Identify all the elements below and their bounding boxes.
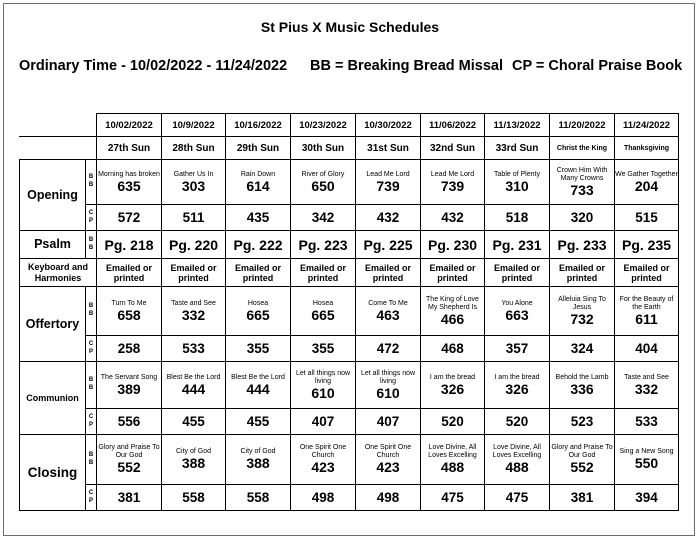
song-title: Hosea xyxy=(247,299,269,307)
song-title: One Spirit One Church xyxy=(364,444,412,459)
bb-code-letter: B xyxy=(88,451,94,458)
song-title: Hosea xyxy=(312,299,334,307)
opening-bb-cell xyxy=(356,160,421,205)
date-cell: 10/30/2022 xyxy=(356,114,421,137)
closing-cp-number: 558 xyxy=(226,485,291,511)
closing-bb-cell xyxy=(162,435,226,485)
communion-bb-cell xyxy=(550,362,615,409)
psalm-page: Pg. 220 xyxy=(162,231,226,259)
hymn-number: 389 xyxy=(117,380,141,397)
hymn-number: 635 xyxy=(117,177,141,194)
communion-cp-number: 533 xyxy=(615,409,679,435)
song-title: Love Divine, All Loves Excelling xyxy=(428,444,477,459)
offertory-bb-cell xyxy=(421,287,485,336)
song-title: River of Glory xyxy=(301,170,345,178)
opening-cp-number: 320 xyxy=(550,205,615,231)
date-cell: 10/02/2022 xyxy=(97,114,162,137)
song-title: Table of Plenty xyxy=(494,170,540,178)
bb-code-letter: B xyxy=(88,385,94,391)
hymn-number: 423 xyxy=(311,459,335,475)
cp-code-letter: C xyxy=(88,340,94,347)
hymn-number: 466 xyxy=(440,310,465,327)
opening-label: Opening xyxy=(20,160,86,231)
offertory-cp-number: 468 xyxy=(421,336,485,362)
keyboard-cell: Emailed or printed xyxy=(356,259,421,287)
communion-cp-number: 455 xyxy=(162,409,226,435)
offertory-bb-cell xyxy=(291,287,356,336)
opening-bb-cell xyxy=(226,160,291,205)
keyboard-cell: Emailed or printed xyxy=(291,259,356,287)
bb-code-letter: B xyxy=(88,182,94,188)
psalm-page: Pg. 223 xyxy=(291,231,356,259)
opening-bb-cell xyxy=(97,160,162,205)
opening-cp-number: 342 xyxy=(291,205,356,231)
keyboard-cell: Emailed or printed xyxy=(421,259,485,287)
hymn-number: 611 xyxy=(635,310,658,327)
communion-bb-cell xyxy=(97,362,162,409)
date-cell: 11/24/2022 xyxy=(615,114,679,137)
offertory-bb-cell xyxy=(550,287,615,336)
keyboard-cell: Emailed or printed xyxy=(615,259,679,287)
offertory-bb-cell xyxy=(485,287,550,336)
opening-cp-number: 511 xyxy=(162,205,226,231)
cp-code xyxy=(86,205,97,231)
date-cell: 11/13/2022 xyxy=(485,114,550,137)
sunday-cell: Thanksgiving xyxy=(615,137,679,160)
closing-bb-cell xyxy=(615,435,679,485)
offertory-label: Offertory xyxy=(20,287,86,362)
keyboard-cell: Emailed or printed xyxy=(162,259,226,287)
bb-code-letter: B xyxy=(88,377,94,384)
song-title: Let all things now living xyxy=(295,369,351,385)
song-title: Crown Him With Many Crowns xyxy=(556,166,608,182)
hymn-number: 552 xyxy=(570,459,594,475)
song-title: Glory and Praise To Our God xyxy=(551,444,613,459)
hymn-number: 732 xyxy=(570,310,594,327)
date-cell: 11/20/2022 xyxy=(550,114,615,137)
bb-code-letter: B xyxy=(88,459,94,466)
keyboard-label: Keyboard and Harmonies xyxy=(20,259,97,287)
cp-code xyxy=(86,409,97,435)
song-title: Blest Be the Lord xyxy=(166,373,221,381)
opening-cp-number: 518 xyxy=(485,205,550,231)
cp-code-letter: C xyxy=(88,413,94,420)
opening-bb-cell xyxy=(485,160,550,205)
song-title: City of God xyxy=(240,448,276,455)
song-title: You Alone xyxy=(501,299,533,307)
keyboard-cell: Emailed or printed xyxy=(550,259,615,287)
hymn-number: 739 xyxy=(376,177,400,194)
closing-bb-cell xyxy=(226,435,291,485)
date-cell: 10/9/2022 xyxy=(162,114,226,137)
hymn-number: 650 xyxy=(311,177,335,194)
date-cell: 10/16/2022 xyxy=(226,114,291,137)
closing-cp-number: 498 xyxy=(356,485,421,511)
communion-bb-cell xyxy=(356,362,421,409)
hymn-number: 463 xyxy=(376,306,400,323)
sunday-cell: 33rd Sun xyxy=(485,137,550,160)
offertory-cp-number: 258 xyxy=(97,336,162,362)
closing-cp-number: 381 xyxy=(97,485,162,511)
opening-cp-number: 572 xyxy=(97,205,162,231)
opening-bb-cell xyxy=(550,160,615,205)
offertory-bb-cell xyxy=(356,287,421,336)
bb-code xyxy=(86,362,97,409)
song-title: Taste and See xyxy=(624,373,669,381)
hymn-number: 488 xyxy=(440,459,465,475)
closing-cp-number: 558 xyxy=(162,485,226,511)
hymn-number: 326 xyxy=(440,380,465,397)
page-title: St Pius X Music Schedules xyxy=(260,19,440,35)
song-title: Behold the Lamb xyxy=(555,373,609,381)
legend-cp: CP = Choral Praise Book xyxy=(512,58,683,74)
closing-cp-number: 475 xyxy=(485,485,550,511)
hymn-number: 488 xyxy=(505,459,529,475)
psalm-page: Pg. 235 xyxy=(615,231,679,259)
song-title: Rain Down xyxy=(240,170,276,178)
song-title: Gather Us In xyxy=(173,170,214,178)
opening-bb-cell xyxy=(421,160,485,205)
song-title: I am the bread xyxy=(429,373,476,381)
closing-bb-cell xyxy=(291,435,356,485)
cp-code xyxy=(86,336,97,362)
hymn-number: 610 xyxy=(311,384,335,401)
sunday-cell: 31st Sun xyxy=(356,137,421,160)
song-title: Glory and Praise To Our God xyxy=(98,444,160,459)
song-title: Lead Me Lord xyxy=(430,170,475,178)
communion-cp-number: 455 xyxy=(226,409,291,435)
sunday-cell: 29th Sun xyxy=(226,137,291,160)
opening-bb-cell xyxy=(162,160,226,205)
communion-bb-cell xyxy=(162,362,226,409)
song-title: Come To Me xyxy=(368,299,408,307)
opening-cp-number: 432 xyxy=(421,205,485,231)
offertory-cp-number: 472 xyxy=(356,336,421,362)
sunday-cell: 32nd Sun xyxy=(421,137,485,160)
closing-bb-cell xyxy=(421,435,485,485)
hymn-number: 326 xyxy=(505,380,529,397)
offertory-bb-cell xyxy=(615,287,679,336)
psalm-page: Pg. 233 xyxy=(550,231,615,259)
offertory-bb-cell xyxy=(162,287,226,336)
cp-code-letter: P xyxy=(88,421,93,428)
communion-cp-number: 523 xyxy=(550,409,615,435)
bb-code xyxy=(86,287,97,336)
bb-code-letter: B xyxy=(88,303,94,310)
opening-cp-number: 432 xyxy=(356,205,421,231)
offertory-cp-number: 355 xyxy=(226,336,291,362)
offertory-cp-number: 355 xyxy=(291,336,356,362)
bb-code-letter: B xyxy=(88,244,94,251)
psalm-page: Pg. 218 xyxy=(97,231,162,259)
psalm-page: Pg. 222 xyxy=(226,231,291,259)
communion-bb-cell xyxy=(291,362,356,409)
date-cell: 11/06/2022 xyxy=(421,114,485,137)
communion-bb-cell xyxy=(421,362,485,409)
song-title: Turn To Me xyxy=(111,299,147,307)
communion-cp-number: 520 xyxy=(485,409,550,435)
song-title: Sing a New Song xyxy=(619,448,674,455)
cp-code-letter: C xyxy=(88,489,94,496)
corner-cell xyxy=(20,114,97,137)
sunday-cell: 30th Sun xyxy=(291,137,356,160)
psalm-page: Pg. 231 xyxy=(485,231,550,259)
schedule-table xyxy=(19,113,679,511)
offertory-cp-number: 324 xyxy=(550,336,615,362)
legend-bb: BB = Breaking Bread Missal xyxy=(310,58,504,74)
cp-code-letter: P xyxy=(88,217,93,224)
communion-bb-cell xyxy=(485,362,550,409)
hymn-number: 423 xyxy=(376,459,400,475)
communion-label: Communion xyxy=(20,362,86,435)
hymn-number: 336 xyxy=(570,380,594,397)
bb-code-letter: B xyxy=(88,236,94,243)
hymn-number: 552 xyxy=(117,459,141,475)
song-title: The Servant Song xyxy=(100,373,158,381)
hymn-number: 658 xyxy=(117,306,141,323)
hymn-number: 663 xyxy=(505,306,529,323)
hymn-number: 665 xyxy=(246,306,270,323)
season-range: Ordinary Time - 10/02/2022 - 11/24/2022 xyxy=(19,58,288,74)
hymn-number: 550 xyxy=(634,455,659,471)
song-title: City of God xyxy=(175,448,211,455)
bb-code xyxy=(86,231,97,259)
song-title: Morning has broken xyxy=(98,170,160,178)
psalm-page: Pg. 225 xyxy=(356,231,421,259)
keyboard-cell: Emailed or printed xyxy=(226,259,291,287)
song-title: Alleluia Sing To Jesus xyxy=(558,295,606,311)
closing-label: Closing xyxy=(20,435,86,511)
cp-code-letter: P xyxy=(88,497,93,504)
closing-bb-cell xyxy=(485,435,550,485)
offertory-cp-number: 404 xyxy=(615,336,679,362)
closing-bb-cell xyxy=(97,435,162,485)
offertory-cp-number: 533 xyxy=(162,336,226,362)
sunday-cell: 27th Sun xyxy=(97,137,162,160)
cp-code-letter: P xyxy=(88,348,93,355)
song-title: Lead Me Lord xyxy=(366,170,410,178)
offertory-bb-cell xyxy=(97,287,162,336)
opening-bb-cell xyxy=(615,160,679,205)
hymn-number: 310 xyxy=(505,177,529,194)
offertory-cp-number: 357 xyxy=(485,336,550,362)
opening-cp-number: 435 xyxy=(226,205,291,231)
closing-cp-number: 475 xyxy=(421,485,485,511)
bb-code xyxy=(86,160,97,205)
communion-bb-cell xyxy=(615,362,679,409)
cp-code xyxy=(86,485,97,511)
hymn-number: 739 xyxy=(440,177,465,194)
cp-code-letter: C xyxy=(88,209,94,216)
hymn-number: 303 xyxy=(181,177,206,194)
song-title: We Gather Together xyxy=(615,170,678,178)
song-title: I am the bread xyxy=(494,373,540,381)
keyboard-cell: Emailed or printed xyxy=(485,259,550,287)
bb-code-letter: B xyxy=(88,174,94,181)
communion-cp-number: 407 xyxy=(356,409,421,435)
song-title: The King of Love My Shepherd Is xyxy=(426,295,479,311)
hymn-number: 332 xyxy=(634,380,659,397)
hymn-number: 444 xyxy=(246,380,270,397)
opening-bb-cell xyxy=(291,160,356,205)
closing-bb-cell xyxy=(550,435,615,485)
song-title: Blest Be the Lord xyxy=(231,373,285,381)
communion-bb-cell xyxy=(226,362,291,409)
bb-code xyxy=(86,435,97,485)
psalm-label: Psalm xyxy=(20,231,86,259)
opening-cp-number: 515 xyxy=(615,205,679,231)
hymn-number: 610 xyxy=(376,384,400,401)
psalm-page: Pg. 230 xyxy=(421,231,485,259)
corner-cell xyxy=(20,137,97,160)
hymn-number: 614 xyxy=(246,177,270,194)
song-title: Let all things now living xyxy=(360,369,416,385)
closing-cp-number: 394 xyxy=(615,485,679,511)
closing-bb-cell xyxy=(356,435,421,485)
song-title: Taste and See xyxy=(171,299,216,307)
sunday-cell: Christ the King xyxy=(550,137,615,160)
closing-cp-number: 498 xyxy=(291,485,356,511)
hymn-number: 733 xyxy=(570,181,594,198)
communion-cp-number: 520 xyxy=(421,409,485,435)
keyboard-cell: Emailed or printed xyxy=(97,259,162,287)
offertory-bb-cell xyxy=(226,287,291,336)
bb-code-letter: B xyxy=(88,311,94,317)
hymn-number: 388 xyxy=(246,455,270,471)
song-title: Love Divine, All Loves Excelling xyxy=(492,444,542,459)
communion-cp-number: 556 xyxy=(97,409,162,435)
communion-cp-number: 407 xyxy=(291,409,356,435)
sunday-cell: 28th Sun xyxy=(162,137,226,160)
hymn-number: 444 xyxy=(181,380,206,397)
hymn-number: 332 xyxy=(181,306,206,323)
hymn-number: 204 xyxy=(634,177,659,194)
date-cell: 10/23/2022 xyxy=(291,114,356,137)
hymn-number: 388 xyxy=(181,455,206,471)
closing-cp-number: 381 xyxy=(550,485,615,511)
song-title: One Spirit One Church xyxy=(299,444,347,459)
song-title: For the Beauty of the Earth xyxy=(619,295,674,311)
hymn-number: 665 xyxy=(311,306,335,323)
